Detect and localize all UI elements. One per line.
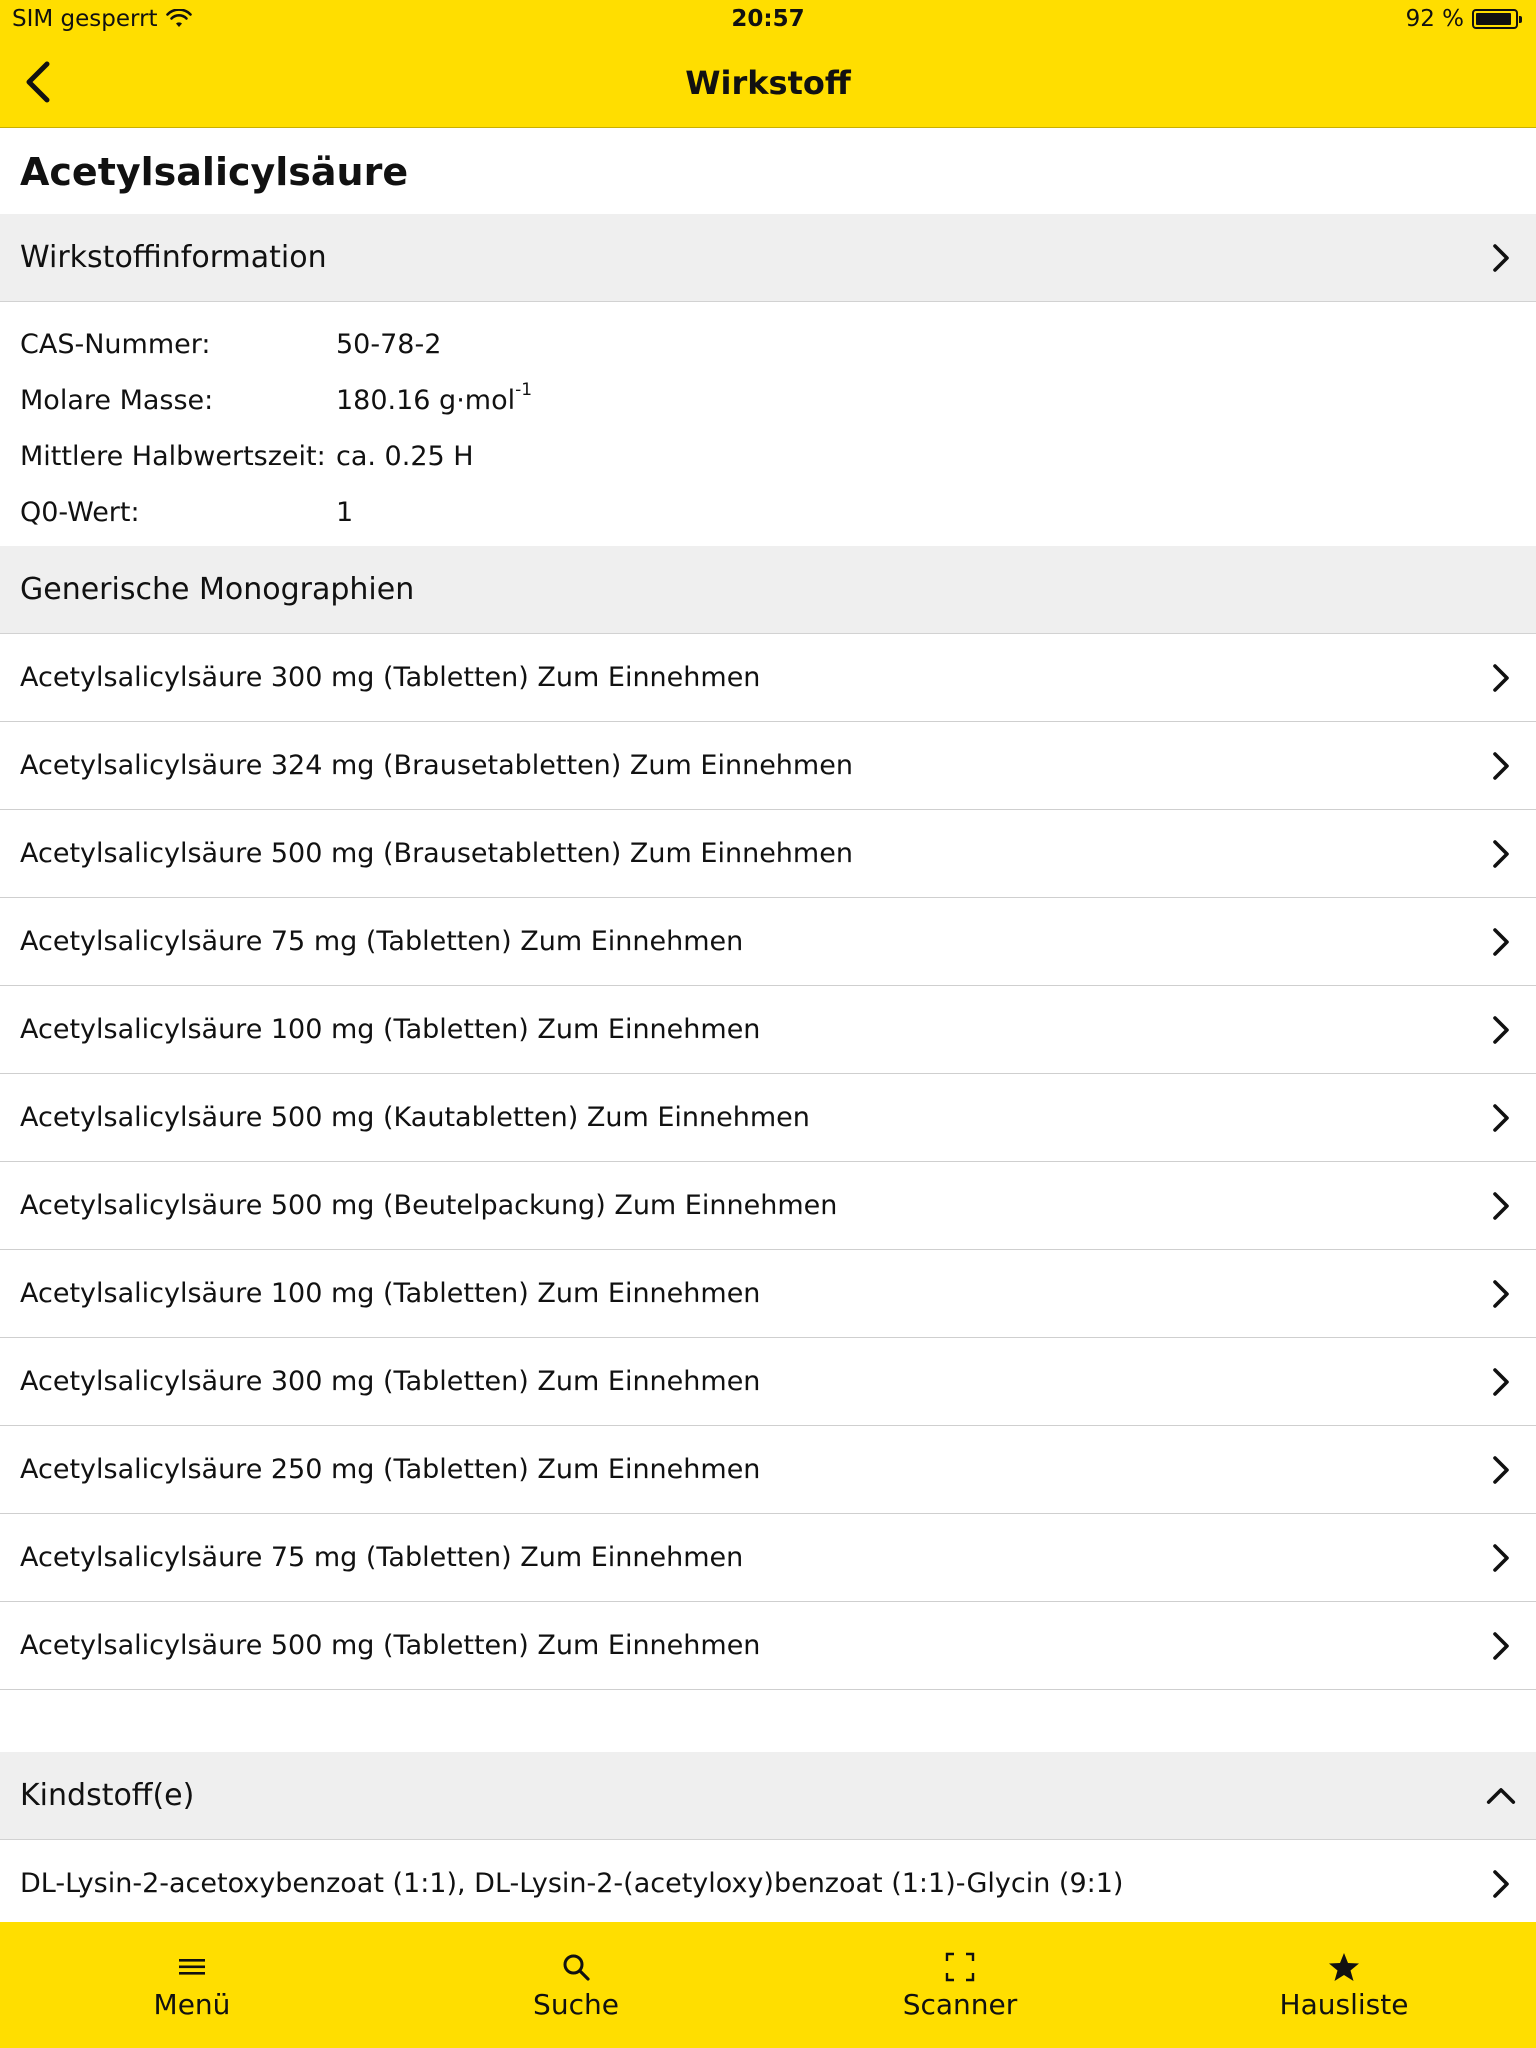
chevron-right-icon [1486, 839, 1516, 869]
list-item-label: Acetylsalicylsäure 500 mg (Kautabletten) Zum Einnehmen [20, 1102, 810, 1133]
page-title: Acetylsalicylsäure [20, 150, 409, 194]
battery-fill [1476, 13, 1511, 25]
section-header-wirkstoffinformation[interactable] [0, 214, 1536, 302]
list-item-label: Acetylsalicylsäure 300 mg (Tabletten) Zum Einnehmen [20, 662, 761, 693]
list-item-label: Acetylsalicylsäure 75 mg (Tabletten) Zum Einnehmen [20, 926, 744, 957]
info-row-molar-mass [20, 372, 1516, 428]
info-value-exponent: -1 [515, 380, 533, 400]
tab-label: Scanner [902, 1987, 1018, 2021]
chevron-right-icon [1486, 1103, 1516, 1133]
section-header-label: Wirkstoffinformation [20, 240, 327, 275]
monograph-list-item[interactable] [0, 898, 1536, 986]
monograph-list-item[interactable] [0, 634, 1536, 722]
child-substance-list [0, 1840, 1536, 1922]
monograph-list-item[interactable] [0, 1426, 1536, 1514]
child-substance-list-item[interactable] [0, 1840, 1536, 1922]
chevron-right-icon [1486, 1015, 1516, 1045]
list-item-label: Acetylsalicylsäure 250 mg (Tabletten) Zum Einnehmen [20, 1454, 761, 1485]
monograph-list-item[interactable] [0, 1514, 1536, 1602]
chevron-right-icon [1486, 1367, 1516, 1397]
info-value: 1 [336, 496, 354, 528]
list-item-label: DL-Lysin-2-acetoxybenzoat (1:1), DL-Lysin-2-(acetyloxy)benzoat (1:1)-Glycin (9:1) [20, 1868, 1124, 1899]
monograph-list [0, 634, 1536, 1690]
chevron-right-icon [1486, 663, 1516, 693]
chevron-right-icon [1486, 1455, 1516, 1485]
tab-bar [0, 1922, 1536, 2048]
list-item-label: Acetylsalicylsäure 324 mg (Brausetabletten) Zum Einnehmen [20, 750, 853, 781]
status-time: 20:57 [731, 6, 805, 32]
top-bar [0, 0, 1536, 128]
tab-label: Suche [533, 1987, 619, 2021]
chevron-right-icon [1486, 1869, 1516, 1899]
section-header-kindstoffe[interactable] [0, 1752, 1536, 1840]
tab-search[interactable] [384, 1922, 768, 2048]
info-row-q0 [20, 484, 1516, 540]
section-header-label: Generische Monographien [20, 572, 415, 607]
chevron-right-icon [1486, 243, 1516, 273]
info-value: ca. 0.25 H [336, 440, 474, 472]
info-value [336, 380, 533, 416]
section-header-monographien [0, 546, 1536, 634]
nav-title: Wirkstoff [685, 64, 851, 102]
info-row-cas [20, 316, 1516, 372]
tab-label: Hausliste [1279, 1987, 1409, 2021]
list-item-label: Acetylsalicylsäure 500 mg (Brausetabletten) Zum Einnehmen [20, 838, 853, 869]
star-icon [1327, 1950, 1361, 1984]
section-spacer [0, 1690, 1536, 1752]
info-row-half-life [20, 428, 1516, 484]
monograph-list-item[interactable] [0, 1338, 1536, 1426]
section-header-label: Kindstoff(e) [20, 1778, 195, 1813]
info-label: Q0-Wert: [20, 496, 140, 528]
monograph-list-item[interactable] [0, 1250, 1536, 1338]
chevron-right-icon [1486, 1191, 1516, 1221]
list-item-label: Acetylsalicylsäure 100 mg (Tabletten) Zum Einnehmen [20, 1014, 761, 1045]
battery-icon [1472, 9, 1518, 29]
chevron-right-icon [1486, 1279, 1516, 1309]
tab-scanner[interactable] [768, 1922, 1152, 2048]
chevron-right-icon [1486, 927, 1516, 957]
menu-icon [175, 1950, 209, 1984]
scanner-icon [943, 1950, 977, 1984]
monograph-list-item[interactable] [0, 810, 1536, 898]
search-icon [559, 1950, 593, 1984]
list-item-label: Acetylsalicylsäure 500 mg (Tabletten) Zum Einnehmen [20, 1630, 761, 1661]
tab-hausliste[interactable] [1152, 1922, 1536, 2048]
list-item-label: Acetylsalicylsäure 300 mg (Tabletten) Zum Einnehmen [20, 1366, 761, 1397]
status-bar [0, 0, 1536, 40]
info-value: 50-78-2 [336, 328, 442, 360]
info-value-text: 180.16 g·mol [336, 385, 516, 416]
tab-menu[interactable] [0, 1922, 384, 2048]
monograph-list-item[interactable] [0, 722, 1536, 810]
chevron-up-icon [1486, 1781, 1516, 1811]
info-label: Molare Masse: [20, 384, 214, 416]
monograph-list-item[interactable] [0, 986, 1536, 1074]
monograph-list-item[interactable] [0, 1162, 1536, 1250]
list-item-label: Acetylsalicylsäure 500 mg (Beutelpackung) Zum Einnehmen [20, 1190, 838, 1221]
content-area[interactable] [0, 128, 1536, 1922]
info-label: Mittlere Halbwertszeit: [20, 440, 326, 472]
carrier-label: SIM gesperrt [12, 6, 158, 32]
substance-info-table [0, 302, 1536, 546]
tab-label: Menü [153, 1987, 231, 2021]
navigation-bar [0, 40, 1536, 128]
battery-status [1406, 6, 1518, 32]
chevron-right-icon [1486, 1543, 1516, 1573]
monograph-list-item[interactable] [0, 1074, 1536, 1162]
list-item-label: Acetylsalicylsäure 75 mg (Tabletten) Zum Einnehmen [20, 1542, 744, 1573]
monograph-list-item[interactable] [0, 1602, 1536, 1690]
battery-percentage: 92 % [1405, 6, 1464, 32]
chevron-right-icon [1486, 1631, 1516, 1661]
chevron-right-icon [1486, 751, 1516, 781]
list-item-label: Acetylsalicylsäure 100 mg (Tabletten) Zum Einnehmen [20, 1278, 761, 1309]
info-label: CAS-Nummer: [20, 328, 211, 360]
